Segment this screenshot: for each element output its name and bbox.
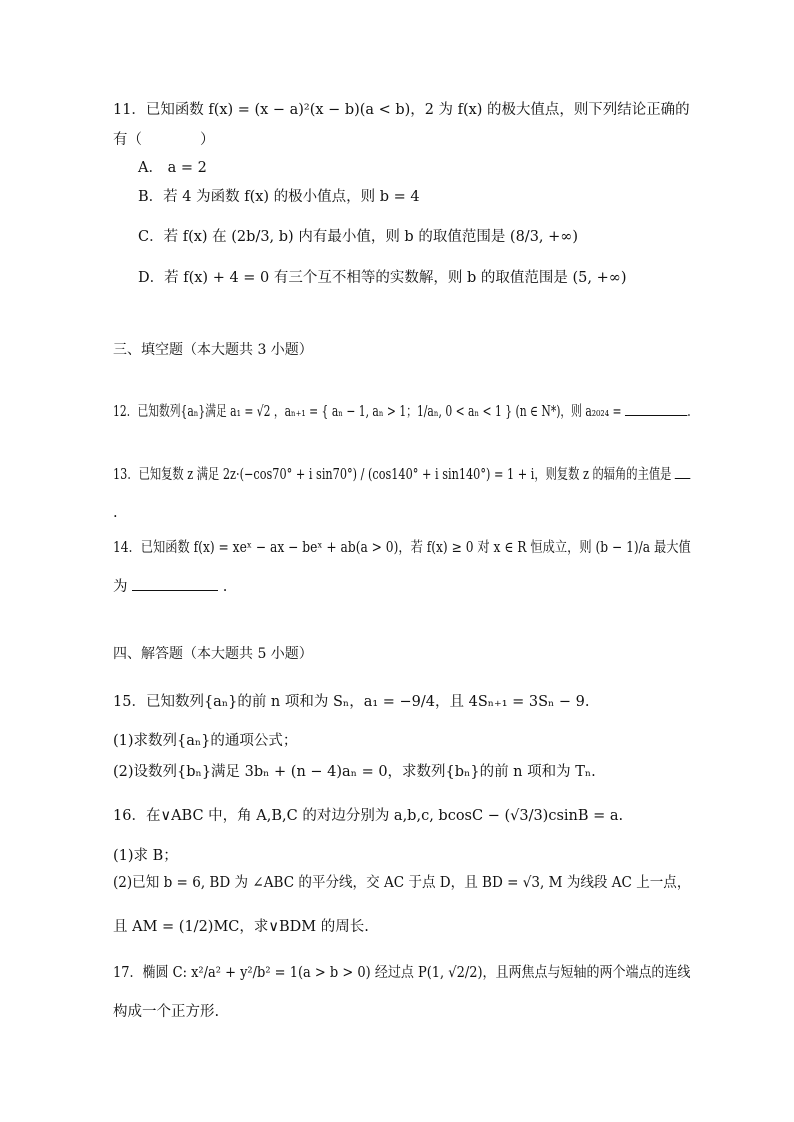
q11-option-c: C．若 f(x) 在 (2b/3, b) 内有最小值，则 b 的取值范围是 (8/3, +∞) [138,229,579,245]
q16-line1: 16．在∨ABC 中，角 A,B,C 的对边分别为 a,b,c, bcosC − (√3/3)csinB = a. [113,808,624,824]
q12: 12．已知数列{aₙ}满足 a₁ = √2 ，aₙ₊₁ = { aₙ − 1, aₙ > 1；1/aₙ, 0 < aₙ < 1 } (n ∈ N*)，则 a₂₀₂₄ = . [113,401,691,422]
section-answer-heading: 四、解答题（本大题共 5 小题） [113,646,313,662]
q14-lead: 为 [113,579,128,595]
q14-line1: 14．已知函数 f(x) = xeˣ − ax − beˣ + ab(a > 0)，若 f(x) ≥ 0 对 x ∈ R 恒成立，则 (b − 1)/a 最大值 [113,540,691,556]
q11-line1: 11．已知函数 f(x) = (x − a)²(x − b)(a < b)，2 为 f(x) 的极大值点，则下列结论正确的 [113,102,690,118]
q16-sub2: (2)已知 b = 6, BD 为 ∠ABC 的平分线，交 AC 于点 D，且 BD = √3, M 为线段 AC 上一点， [113,875,691,891]
q11-option-b: B．若 4 为函数 f(x) 的极小值点，则 b = 4 [138,189,420,205]
q11-option-d: D．若 f(x) + 4 = 0 有三个互不相等的实数解，则 b 的取值范围是 (5, +∞) [138,270,627,286]
q14-end: . [222,579,228,595]
q15-sub2: (2)设数列{bₙ}满足 3bₙ + (n − 4)aₙ = 0，求数列{bₙ}的前 n 项和为 Tₙ. [113,764,596,780]
q14-line2 [113,576,227,597]
q15-line1: 15．已知数列{aₙ}的前 n 项和为 Sₙ，a₁ = −9/4，且 4Sₙ₊₁ = 3Sₙ − 9. [113,694,590,710]
q13-text: 13．已知复数 z 满足 2z·(−cos70° + i sin70°) / (cos140° + i sin140°) = 1 + i，则复数 z 的辐角的主值是 [113,467,672,483]
q15-sub1: (1)求数列{aₙ}的通项公式； [113,733,298,749]
q13-line1 [113,464,691,485]
q11-option-a: A． a = 2 [138,160,207,176]
q13-line2: . [113,505,118,521]
q16-sub1: (1)求 B； [113,848,178,864]
q14-answer-blank [132,576,218,591]
q12-answer-blank [625,401,687,416]
q13-answer-blank [675,464,691,479]
q17-line2: 构成一个正方形. [113,1004,220,1020]
q17-line1: 17．椭圆 C: x²/a² + y²/b² = 1(a > b > 0) 经过点 P(1, √2/2)，且两焦点与短轴的两个端点的连线 [113,965,691,981]
q12-text: 12．已知数列{aₙ}满足 a₁ = √2 ，aₙ₊₁ = { aₙ − 1, aₙ > 1；1/aₙ, 0 < aₙ < 1 } (n ∈ N*)，则 a₂₀₂₄ = [113,404,622,420]
q11-line2: 有（ ） [113,132,215,148]
section-fill-in-heading: 三、填空题（本大题共 3 小题） [113,342,313,358]
q16-sub3: 且 AM = (1/2)MC，求∨BDM 的周长. [113,919,369,935]
